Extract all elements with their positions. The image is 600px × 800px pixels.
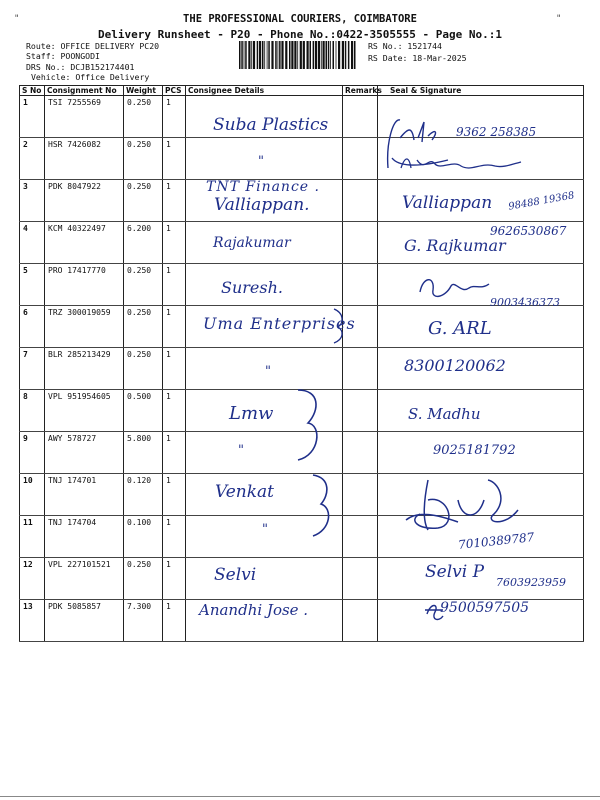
handwritten-ditto: " xyxy=(262,522,268,537)
remarks-cell xyxy=(343,138,378,180)
handwritten-consignee: Uma Enterprises xyxy=(203,314,356,333)
remarks-cell xyxy=(343,516,378,558)
handwritten-phone: 9626530867 xyxy=(490,224,567,238)
barcode-bar xyxy=(285,41,287,69)
serial-number: 8 xyxy=(20,390,45,432)
serial-number: 3 xyxy=(20,180,45,222)
brace-mark xyxy=(290,385,330,465)
handwritten-signature: S. Madhu xyxy=(408,405,481,423)
barcode-bar xyxy=(248,41,250,69)
staff-info: Staff: POONGODI xyxy=(26,51,100,61)
signature-scribble xyxy=(415,270,495,305)
barcode-bar xyxy=(323,41,325,69)
barcode-bar xyxy=(342,41,344,69)
serial-number: 9 xyxy=(20,432,45,474)
barcode-bar xyxy=(244,41,245,69)
handwritten-phone: 9362 258385 xyxy=(456,125,537,139)
signature-scribble xyxy=(398,470,528,545)
handwritten-signature: G. ARL xyxy=(428,318,492,339)
weight-value: 0.250 xyxy=(124,558,163,600)
weight-value: 0.500 xyxy=(124,390,163,432)
remarks-cell xyxy=(343,390,378,432)
serial-number: 12 xyxy=(20,558,45,600)
consignment-number: VPL 227101521 xyxy=(45,558,124,600)
barcode-bar xyxy=(281,41,283,69)
handwritten-consignee: Rajakumar xyxy=(213,235,291,251)
weight-value: 5.800 xyxy=(124,432,163,474)
barcode-bar xyxy=(321,41,322,69)
barcode-bar xyxy=(291,41,293,69)
consignment-number: AWY 578727 xyxy=(45,432,124,474)
barcode-bar xyxy=(330,41,331,69)
pieces-count: 1 xyxy=(163,96,186,138)
handwritten-signature: Selvi P xyxy=(425,562,485,582)
handwritten-phone: 9500597505 xyxy=(440,600,530,616)
runsheet-subtitle: Delivery Runsheet - P20 - Phone No.:0422-3505555 - Page No.:1 xyxy=(98,28,502,41)
pieces-count: 1 xyxy=(163,222,186,264)
barcode-bar xyxy=(271,41,273,69)
handwritten-phone: 7603923959 xyxy=(496,576,566,589)
pieces-count: 1 xyxy=(163,180,186,222)
consignment-number: PDK 8047922 xyxy=(45,180,124,222)
col-header: PCS xyxy=(163,86,186,96)
rs-number: RS No.: 1521744 xyxy=(368,41,442,51)
serial-number: 5 xyxy=(20,264,45,306)
barcode-bar xyxy=(307,41,309,69)
weight-value: 0.250 xyxy=(124,180,163,222)
serial-number: 13 xyxy=(20,600,45,642)
consignment-number: TRZ 300019059 xyxy=(45,306,124,348)
table-header-row xyxy=(20,86,584,96)
consignee-details-cell xyxy=(186,138,343,180)
pieces-count: 1 xyxy=(163,390,186,432)
barcode-bar xyxy=(245,41,247,69)
corner-mark: " xyxy=(556,14,562,24)
handwritten-consignee: Venkat xyxy=(215,482,274,502)
barcode-bar xyxy=(345,41,347,69)
handwritten-phone: 7010389787 xyxy=(457,530,535,552)
barcode-bar xyxy=(303,41,305,69)
weight-value: 0.250 xyxy=(124,348,163,390)
serial-number: 1 xyxy=(20,96,45,138)
consignee-details-cell xyxy=(186,558,343,600)
serial-number: 7 xyxy=(20,348,45,390)
serial-number: 11 xyxy=(20,516,45,558)
handwritten-ditto: " xyxy=(265,364,271,379)
consignment-number: TNJ 174704 xyxy=(45,516,124,558)
handwritten-signature: G. Rajkumar xyxy=(404,236,506,255)
barcode xyxy=(239,41,359,69)
consignment-number: PDK 5085857 xyxy=(45,600,124,642)
barcode-bar xyxy=(278,41,279,69)
handwritten-phone: 9003436373 xyxy=(490,296,560,309)
remarks-cell xyxy=(343,222,378,264)
consignment-number: PRO 17417770 xyxy=(45,264,124,306)
col-header: Remarks xyxy=(343,86,378,96)
remarks-cell xyxy=(343,600,378,642)
serial-number: 10 xyxy=(20,474,45,516)
barcode-bar xyxy=(333,41,335,69)
pieces-count: 1 xyxy=(163,516,186,558)
barcode-bar xyxy=(241,41,243,69)
barcode-bar xyxy=(268,41,270,69)
barcode-bar xyxy=(351,41,353,69)
pieces-count: 1 xyxy=(163,306,186,348)
barcode-bar xyxy=(259,41,261,69)
weight-value: 0.100 xyxy=(124,516,163,558)
pieces-count: 1 xyxy=(163,474,186,516)
signature-scribble xyxy=(395,150,525,180)
consignment-number: HSR 7426082 xyxy=(45,138,124,180)
col-header: S No xyxy=(20,86,45,96)
weight-value: 0.250 xyxy=(124,96,163,138)
col-header: Consignee Details xyxy=(186,86,343,96)
pieces-count: 1 xyxy=(163,600,186,642)
remarks-cell xyxy=(343,96,378,138)
pieces-count: 1 xyxy=(163,138,186,180)
vehicle-info: Vehicle: Office Delivery xyxy=(31,72,150,82)
remarks-cell xyxy=(343,474,378,516)
handwritten-phone: 9025181792 xyxy=(433,443,516,458)
barcode-bar xyxy=(279,41,281,69)
weight-value: 0.120 xyxy=(124,474,163,516)
handwritten-consignee: Selvi xyxy=(214,565,257,585)
handwritten-phone: 8300120062 xyxy=(404,356,506,375)
barcode-bar xyxy=(239,41,241,69)
consignment-number: TSI 7255569 xyxy=(45,96,124,138)
barcode-bar xyxy=(354,41,356,69)
barcode-bar xyxy=(251,41,252,69)
consignment-number: KCM 40322497 xyxy=(45,222,124,264)
page-bottom-edge xyxy=(0,796,600,797)
handwritten-ditto: " xyxy=(258,154,264,169)
weight-value: 0.250 xyxy=(124,264,163,306)
col-header: Seal & Signature xyxy=(378,86,584,96)
serial-number: 4 xyxy=(20,222,45,264)
remarks-cell xyxy=(343,180,378,222)
brace-mark xyxy=(305,470,340,540)
route-info: Route: OFFICE DELIVERY PC20 xyxy=(26,41,160,51)
barcode-bar xyxy=(253,41,255,69)
corner-mark: " xyxy=(14,14,20,24)
handwritten-phone: 98488 19368 xyxy=(507,190,576,213)
signature-scribble xyxy=(423,600,445,624)
handwritten-consignee: Suba Plastics xyxy=(213,115,329,135)
consignee-details-cell xyxy=(186,348,343,390)
handwritten-signature: Valliappan xyxy=(402,193,493,213)
remarks-cell xyxy=(343,348,378,390)
brace-mark xyxy=(330,305,348,345)
weight-value: 0.250 xyxy=(124,138,163,180)
remarks-cell xyxy=(343,558,378,600)
barcode-bar xyxy=(294,41,296,69)
barcode-bar xyxy=(267,41,268,69)
pieces-count: 1 xyxy=(163,348,186,390)
handwritten-consignee: Valliappan. xyxy=(214,195,310,215)
col-header: Weight xyxy=(124,86,163,96)
barcode-bar xyxy=(326,41,328,69)
consignment-number: BLR 285213429 xyxy=(45,348,124,390)
remarks-cell xyxy=(343,432,378,474)
barcode-bar xyxy=(313,41,315,69)
barcode-bar xyxy=(315,41,317,69)
barcode-bar xyxy=(289,41,291,69)
consignment-number: VPL 951954605 xyxy=(45,390,124,432)
handwritten-consignee: Suresh. xyxy=(221,278,283,297)
col-header: Consignment No xyxy=(45,86,124,96)
handwritten-consignee: TNT Finance . xyxy=(206,179,320,195)
barcode-bar xyxy=(257,41,259,69)
serial-number: 6 xyxy=(20,306,45,348)
pieces-count: 1 xyxy=(163,432,186,474)
company-title: THE PROFESSIONAL COURIERS, COIMBATORE xyxy=(183,13,417,25)
rs-date: RS Date: 18-Mar-2025 xyxy=(368,53,467,63)
barcode-bar xyxy=(338,41,340,69)
weight-value: 7.300 xyxy=(124,600,163,642)
pieces-count: 1 xyxy=(163,264,186,306)
pieces-count: 1 xyxy=(163,558,186,600)
barcode-bar xyxy=(275,41,277,69)
handwritten-consignee: Anandhi Jose . xyxy=(199,601,309,619)
barcode-bar xyxy=(262,41,264,69)
barcode-bar xyxy=(310,41,312,69)
weight-value: 6.200 xyxy=(124,222,163,264)
weight-value: 0.250 xyxy=(124,306,163,348)
barcode-bar xyxy=(297,41,298,69)
serial-number: 2 xyxy=(20,138,45,180)
handwritten-ditto: " xyxy=(238,443,244,458)
barcode-bar xyxy=(318,41,320,69)
drs-info: DRS No.: DCJB152174401 xyxy=(26,62,135,72)
barcode-bar xyxy=(328,41,330,69)
barcode-bar xyxy=(300,41,302,69)
remarks-cell xyxy=(343,264,378,306)
handwritten-consignee: Lmw xyxy=(229,403,274,424)
barcode-bar xyxy=(348,41,350,69)
consignment-number: TNJ 174701 xyxy=(45,474,124,516)
barcode-bar xyxy=(264,41,265,69)
barcode-bar xyxy=(336,41,337,69)
